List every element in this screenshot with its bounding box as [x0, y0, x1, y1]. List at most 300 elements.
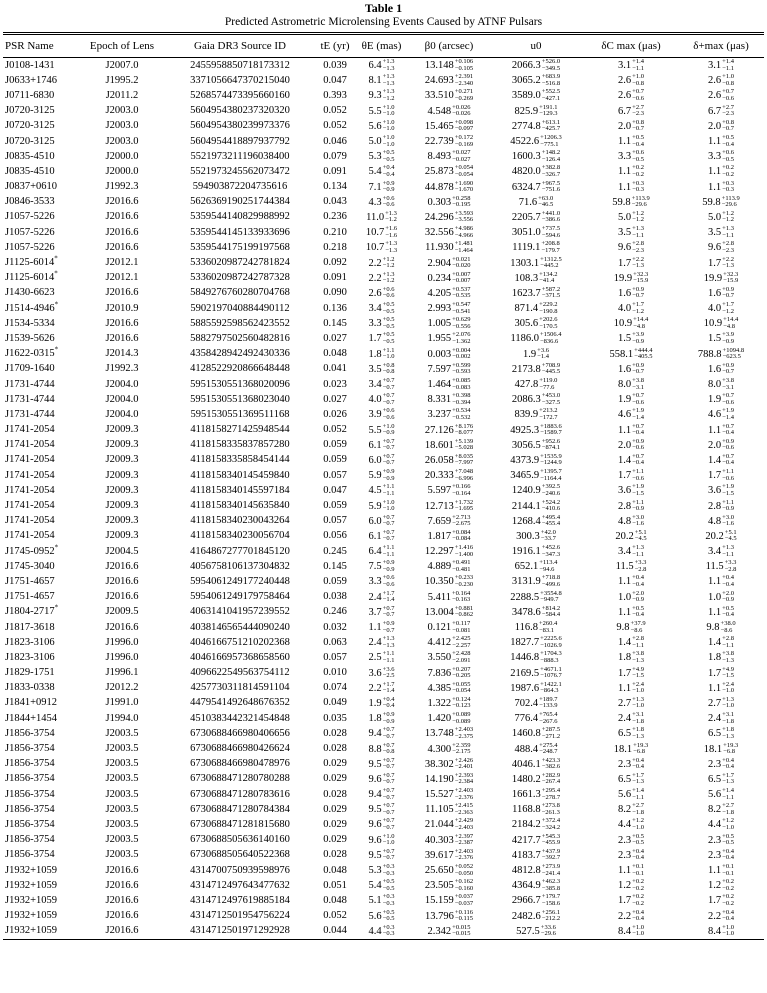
- uncertainty: [383, 667, 395, 680]
- table-row: [3, 392, 764, 407]
- value: 776.4: [514, 713, 539, 725]
- delta-c-max-value: [584, 696, 678, 711]
- u0-value: [488, 620, 584, 635]
- value: 1.005: [427, 318, 452, 330]
- u0-value: [488, 787, 584, 802]
- delta-plus-max-value: [678, 772, 764, 787]
- theta-e-value: [353, 772, 410, 787]
- uncertainty: [542, 575, 560, 588]
- epoch-of-lens: J2004.0: [105, 393, 139, 405]
- value: 2.3: [708, 834, 722, 846]
- uncertainty: [455, 89, 473, 102]
- te-value: 0.046: [323, 135, 347, 147]
- value: 25.873: [424, 166, 454, 178]
- lower-error: −2.675: [452, 520, 471, 528]
- theta-e-value: [353, 741, 410, 756]
- value: 1.4: [708, 637, 722, 649]
- uncertainty: [383, 606, 395, 619]
- upper-error: +3.1: [722, 711, 734, 719]
- psr-name: [3, 498, 81, 513]
- table-row: [3, 741, 764, 756]
- delta-c-max-value: [584, 574, 678, 589]
- table-row: [3, 225, 764, 240]
- epoch-of-lens: J2004.5: [105, 545, 139, 557]
- psr-name: [3, 225, 81, 240]
- upper-error: +1.2: [722, 817, 734, 825]
- te-value: 0.210: [323, 226, 347, 238]
- upper-error: +0.7: [382, 528, 395, 536]
- te-value: 0.145: [323, 560, 347, 572]
- uncertainty: [452, 317, 470, 330]
- upper-error: +7.048: [454, 468, 474, 476]
- te-value: 0.052: [323, 105, 347, 117]
- value: 11.5: [615, 561, 634, 573]
- upper-error: +1.7: [722, 301, 734, 309]
- lower-error: −0.097: [454, 125, 474, 133]
- delta-plus-max-value: [678, 377, 764, 392]
- value: 5.1: [368, 895, 382, 907]
- lower-error: −0.4: [632, 459, 644, 467]
- te-value: 0.010: [323, 667, 347, 679]
- lower-error: −94.6: [539, 565, 555, 573]
- upper-error: +1883.6: [540, 422, 562, 430]
- value: 527.5: [516, 925, 540, 937]
- te-value: 0.028: [323, 743, 347, 755]
- lower-error: −3.556: [454, 216, 474, 224]
- value: 6.7: [708, 105, 722, 117]
- value: 1.7: [618, 257, 632, 269]
- value: 10.7: [365, 227, 385, 239]
- epoch-of-lens: J2009.3: [105, 439, 139, 451]
- uncertainty: [385, 211, 397, 224]
- uncertainty: [539, 560, 557, 573]
- delta-c-max-value: [584, 240, 678, 255]
- epoch-of-lens: J1996.0: [105, 636, 139, 648]
- value: 2.3: [618, 834, 632, 846]
- uncertainty: [383, 818, 395, 831]
- upper-error: +282.9: [541, 771, 561, 779]
- value: 0.303: [427, 196, 452, 208]
- lower-error: −0.5: [382, 322, 395, 330]
- value: 15.465: [424, 120, 454, 132]
- u0-value: [488, 104, 584, 119]
- upper-error: +5.139: [454, 437, 474, 445]
- uncertainty: [722, 59, 734, 72]
- delta-plus-max-value: [678, 134, 764, 149]
- lower-error: −1.5: [722, 672, 734, 680]
- psr-name-text: J1817-3618: [5, 621, 55, 633]
- upper-error: +0.055: [452, 680, 471, 688]
- uncertainty: [540, 636, 562, 649]
- uncertainty: [632, 803, 644, 816]
- table-row: [3, 423, 764, 438]
- lower-error: −1.3: [722, 778, 734, 786]
- table-number: Table 1: [364, 1, 403, 15]
- lower-error: −1.8: [632, 808, 644, 816]
- upper-error: +42.0: [540, 528, 556, 536]
- beta0-value: [410, 666, 488, 681]
- upper-error: +1.4: [722, 787, 734, 795]
- table-row: [3, 286, 764, 301]
- lower-error: −46.5: [538, 201, 554, 209]
- col-u0: u0: [530, 40, 542, 52]
- te-value: 0.027: [323, 393, 347, 405]
- te-value: 0.393: [323, 89, 347, 101]
- value: 3465.9: [510, 470, 540, 482]
- lower-error: −410.6: [541, 505, 561, 513]
- upper-error: +524.2: [541, 498, 561, 506]
- lower-error: −241.4: [541, 869, 561, 877]
- u0-value: [488, 255, 584, 270]
- upper-error: +0.207: [452, 665, 471, 673]
- uncertainty: [634, 348, 652, 361]
- uncertainty: [455, 834, 473, 847]
- epoch-of-lens: J2003.5: [105, 818, 139, 830]
- lower-error: −41.4: [539, 277, 555, 285]
- psr-name-text: J1841+0912: [5, 697, 58, 709]
- epoch-of-lens: J2016.6: [105, 894, 139, 906]
- uncertainty: [383, 621, 395, 634]
- upper-error: +495.4: [541, 513, 561, 521]
- upper-error: +0.052: [454, 863, 474, 871]
- lower-error: −1.1: [632, 550, 644, 558]
- value: 5.9: [368, 470, 382, 482]
- upper-error: +0.007: [452, 270, 471, 278]
- delta-plus-max-value: [678, 423, 764, 438]
- delta-c-max-value: [584, 635, 678, 650]
- psr-name: [3, 620, 81, 635]
- value: 15.527: [424, 789, 454, 800]
- lower-error: −0.2: [632, 899, 644, 907]
- u0-value: [488, 757, 584, 772]
- value: 1268.4: [511, 515, 541, 527]
- value: 7.5: [368, 561, 382, 573]
- lower-error: −0.2: [632, 884, 644, 892]
- upper-error: +208.8: [541, 240, 560, 248]
- upper-error: +1.3: [382, 635, 395, 643]
- lower-error: −179.7: [541, 246, 560, 254]
- uncertainty: [722, 393, 734, 406]
- value: 27.126: [424, 424, 454, 436]
- upper-error: +0.004: [452, 346, 471, 354]
- value: 3.3: [708, 151, 722, 163]
- epoch-of-lens: J2004.0: [105, 378, 139, 390]
- value: 6.0: [368, 515, 382, 527]
- upper-error: +0.7: [382, 392, 395, 400]
- lower-error: −0.7: [382, 808, 395, 816]
- upper-error: +2.391: [454, 73, 474, 81]
- uncertainty: [540, 332, 562, 345]
- lower-error: −2.3: [722, 246, 734, 254]
- epoch-of-lens: J2009.3: [105, 530, 139, 542]
- value: 1.1: [708, 424, 722, 436]
- psr-name: [3, 195, 81, 210]
- upper-error: +1.3: [382, 73, 395, 81]
- lower-error: −0.9: [632, 596, 644, 604]
- table-row: [3, 104, 764, 119]
- upper-error: +0.6: [722, 149, 734, 157]
- psr-name-text: J1057-5226: [5, 241, 55, 253]
- upper-error: +2225.6: [540, 635, 562, 643]
- psr-name: [3, 741, 81, 756]
- upper-error: +0.124: [452, 695, 471, 703]
- uncertainty: [635, 560, 647, 573]
- beta0-value: [410, 498, 488, 513]
- uncertainty: [383, 74, 395, 87]
- u0-value: [488, 119, 584, 134]
- col-delta-plus-max: δ+max (μas): [693, 40, 749, 52]
- upper-error: +0.5: [722, 134, 734, 142]
- uncertainty: [722, 363, 734, 376]
- value: 3.6: [618, 485, 632, 497]
- lower-error: −212.2: [541, 915, 561, 923]
- upper-error: +462.3: [541, 878, 561, 886]
- delta-plus-max-value: [678, 286, 764, 301]
- upper-error: +256.1: [541, 908, 561, 916]
- u0-value: [488, 498, 584, 513]
- u0-value: [488, 863, 584, 878]
- beta0-value: [410, 347, 488, 362]
- epoch-of-lens: J2003.5: [105, 727, 139, 739]
- upper-error: +0.9: [632, 437, 644, 445]
- lower-error: −0.9: [382, 565, 395, 573]
- te-value: 0.048: [323, 864, 347, 876]
- uncertainty: [542, 727, 560, 740]
- delta-plus-max-value: [678, 878, 764, 893]
- lower-error: −1164.4: [540, 474, 562, 482]
- te-value: 0.039: [323, 59, 347, 71]
- lower-error: −1.0: [632, 823, 644, 831]
- delta-c-max-value: [584, 817, 678, 832]
- value: 24.693: [424, 75, 454, 87]
- uncertainty: [383, 712, 395, 725]
- table-row: [3, 331, 764, 346]
- note-marker: *: [54, 300, 59, 309]
- psr-name: [3, 666, 81, 681]
- uncertainty: [632, 393, 644, 406]
- value: 5.0: [368, 135, 382, 147]
- table-title: Predicted Astrometric Microlensing Events Caused by ATNF Pulsars: [224, 16, 543, 28]
- uncertainty: [632, 454, 644, 467]
- upper-error: +275.4: [539, 741, 558, 749]
- beta0-value: [410, 225, 488, 240]
- beta0-value: [410, 271, 488, 286]
- delta-c-max-value: [584, 88, 678, 103]
- beta0-value: [410, 453, 488, 468]
- value: 3.5: [708, 227, 722, 239]
- value: 1600.3: [511, 151, 541, 163]
- uncertainty: [452, 621, 470, 634]
- table-row: [3, 438, 764, 453]
- te-value: 0.023: [323, 378, 347, 390]
- value: 6.5: [618, 728, 632, 740]
- gaia-source-id: 6730688471280783616: [190, 788, 290, 800]
- u0-value: [488, 893, 584, 908]
- upper-error: +1.3: [385, 209, 397, 217]
- uncertainty: [539, 712, 557, 725]
- lower-error: −1.6: [385, 231, 398, 239]
- lower-error: −2.175: [452, 748, 471, 756]
- value: 8.1: [368, 75, 382, 87]
- delta-plus-max-value: [678, 635, 764, 650]
- uncertainty: [632, 697, 644, 710]
- lower-error: −1.1: [722, 550, 734, 558]
- note-marker: *: [54, 269, 58, 278]
- upper-error: +113.9: [721, 194, 740, 202]
- te-value: 0.038: [323, 591, 347, 603]
- uncertainty: [383, 530, 395, 543]
- uncertainty: [455, 545, 473, 558]
- lower-error: −2.8: [724, 565, 737, 573]
- lower-error: −3.1: [722, 383, 734, 391]
- value: 4522.6: [510, 135, 540, 147]
- lower-error: −0.123: [452, 702, 471, 710]
- uncertainty: [542, 120, 560, 133]
- lower-error: −0.6: [632, 474, 644, 482]
- beta0-value: [410, 164, 488, 179]
- upper-error: +189.7: [539, 695, 558, 703]
- uncertainty: [383, 348, 395, 361]
- uncertainty: [722, 469, 734, 482]
- upper-error: +0.7: [382, 741, 395, 749]
- upper-error: +0.9: [382, 559, 395, 567]
- value: 19.9: [613, 272, 633, 284]
- col-theta-e: θE (mas): [361, 40, 402, 52]
- value: 4.0: [708, 303, 722, 314]
- uncertainty: [632, 545, 644, 558]
- uncertainty: [632, 910, 644, 923]
- value: 825.9: [514, 105, 539, 117]
- value: 1480.2: [511, 773, 541, 785]
- value: 1.8: [618, 652, 632, 664]
- uncertainty: [383, 560, 395, 573]
- uncertainty: [452, 515, 470, 528]
- value: 4820.0: [511, 166, 541, 178]
- te-value: 0.059: [323, 500, 347, 512]
- uncertainty: [632, 181, 644, 194]
- uncertainty: [383, 272, 395, 285]
- uncertainty: [542, 287, 560, 300]
- gaia-source-id: 4314700750939598976: [190, 864, 290, 876]
- upper-error: +0.9: [382, 468, 395, 476]
- beta0-value: [410, 240, 488, 255]
- delta-c-max-value: [584, 377, 678, 392]
- lower-error: −0.7: [382, 626, 395, 634]
- table-row: [3, 271, 764, 286]
- psr-name: [3, 119, 81, 134]
- psr-name: [3, 833, 81, 848]
- uncertainty: [632, 302, 644, 315]
- lower-error: −4.8: [723, 322, 735, 330]
- lower-error: −0.4: [382, 170, 395, 178]
- value: 3056.5: [511, 439, 541, 451]
- u0-value: [488, 73, 584, 88]
- te-value: 0.048: [323, 894, 347, 906]
- te-value: 0.145: [323, 317, 347, 329]
- uncertainty: [452, 408, 470, 421]
- lower-error: −1.2: [382, 277, 395, 285]
- gaia-source-id: 5604954418897937792: [190, 135, 290, 147]
- uncertainty: [455, 454, 473, 467]
- te-value: 0.134: [323, 181, 347, 193]
- psr-name: [3, 58, 81, 74]
- table-body: [3, 58, 764, 940]
- beta0-value: [410, 726, 488, 741]
- upper-error: +1.6: [385, 225, 398, 233]
- lower-error: −0.9: [722, 596, 734, 604]
- gaia-source-id: 5336020987242781824: [190, 257, 290, 269]
- lower-error: −8.077: [454, 429, 474, 437]
- epoch-of-lens: J1995.2: [105, 74, 139, 86]
- upper-error: +452.6: [541, 544, 561, 552]
- value: 23.505: [424, 880, 454, 892]
- lower-error: −0.7: [382, 459, 395, 467]
- uncertainty: [632, 165, 644, 178]
- upper-error: +1.4: [722, 58, 734, 66]
- value: 1.8: [368, 713, 382, 725]
- uncertainty: [383, 257, 395, 270]
- lower-error: −0.4: [722, 429, 734, 437]
- upper-error: +0.6: [382, 407, 395, 415]
- upper-error: +179.7: [541, 893, 561, 901]
- beta0-value: [410, 802, 488, 817]
- lower-error: −0.160: [454, 884, 474, 892]
- value: 5.5: [368, 105, 382, 117]
- lower-error: −1.3: [632, 732, 644, 740]
- uncertainty: [455, 758, 473, 771]
- psr-name-text: J1932+1059: [5, 879, 58, 891]
- value: 4925.3: [510, 424, 540, 436]
- uncertainty: [633, 317, 648, 330]
- uncertainty: [455, 135, 473, 148]
- beta0-value: [410, 407, 488, 422]
- delta-c-max-value: [584, 848, 678, 863]
- uncertainty: [542, 545, 560, 558]
- lower-error: −1.1: [382, 656, 395, 664]
- gaia-source-id: 5604954380237320320: [190, 105, 290, 117]
- lower-error: −0.7: [632, 368, 644, 376]
- value: 5.6: [368, 120, 382, 132]
- uncertainty: [722, 408, 734, 421]
- lower-error: −455.4: [541, 520, 561, 528]
- uncertainty: [540, 682, 562, 695]
- value: 702.4: [514, 697, 539, 709]
- delta-c-max-value: [584, 73, 678, 88]
- upper-error: +552.5: [541, 88, 561, 96]
- te-value: 0.136: [323, 302, 347, 314]
- delta-c-max-value: [584, 407, 678, 422]
- upper-error: +526.0: [541, 58, 561, 66]
- value: 4.4: [618, 819, 632, 831]
- lower-error: −1.5: [632, 672, 644, 680]
- value: 5.4: [368, 166, 382, 178]
- value: 6.0: [368, 454, 382, 466]
- value: 1916.1: [511, 546, 541, 557]
- lower-error: −83.1: [538, 626, 555, 634]
- uncertainty: [542, 439, 560, 452]
- lower-error: −0.083: [452, 383, 471, 391]
- lower-error: −1.1: [632, 231, 644, 239]
- upper-error: +0.7: [382, 817, 395, 825]
- theta-e-value: [353, 802, 410, 817]
- value: 2.0: [708, 439, 722, 451]
- value: 3051.0: [511, 227, 541, 239]
- uncertainty: [632, 667, 644, 680]
- upper-error: +2.7: [632, 802, 644, 810]
- value: 1.9: [523, 348, 537, 360]
- theta-e-value: [353, 574, 410, 589]
- uncertainty: [542, 74, 560, 87]
